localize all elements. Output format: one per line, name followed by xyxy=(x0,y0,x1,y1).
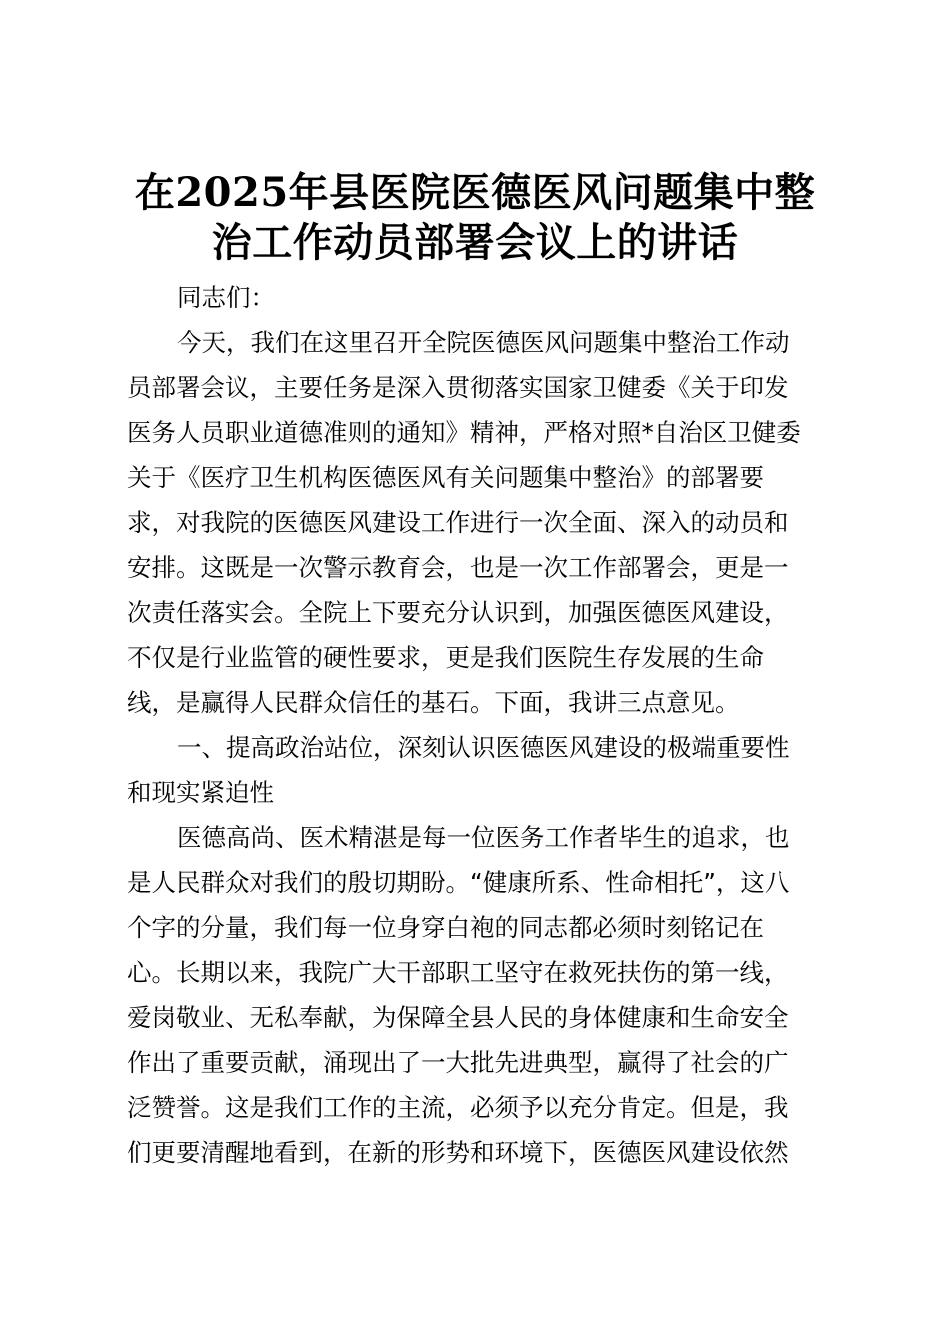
paragraph-2-line-7: 泛赞誉。这是我们工作的主流，必须予以充分肯定。但是，我 xyxy=(127,1093,789,1122)
paragraph-2-line-3: 个字的分量，我们每一位身穿白袍的同志都必须时刻铭记在 xyxy=(127,913,764,942)
section-heading-1-line-2: 和现实紧迫性 xyxy=(127,778,274,807)
paragraph-2-line-1: 医德高尚、医术精湛是每一位医务工作者毕生的追求，也 xyxy=(177,823,790,852)
paragraph-1-line-2: 员部署会议，主要任务是深入贯彻落实国家卫健委《关于印发 xyxy=(127,373,789,402)
paragraph-1-line-3: 医务人员职业道德准则的通知》精神，严格对照*自治区卫健委 xyxy=(127,418,801,447)
title-line-2: 治工作动员部署会议上的讲话 xyxy=(211,219,739,266)
paragraph-2-line-6: 作出了重要贡献，涌现出了一大批先进典型，赢得了社会的广 xyxy=(127,1048,789,1077)
paragraph-1-line-4: 关于《医疗卫生机构医德医风有关问题集中整治》的部署要 xyxy=(127,463,764,492)
paragraph-1-line-5: 求，对我院的医德医风建设工作进行一次全面、深入的动员和 xyxy=(127,508,789,537)
title-line-1: 在2025年县医院医德医风问题集中整 xyxy=(134,169,816,216)
paragraph-1-line-8: 不仅是行业监管的硬性要求，更是我们医院生存发展的生命 xyxy=(127,643,764,672)
paragraph-1-line-1: 今天，我们在这里召开全院医德医风问题集中整治工作动 xyxy=(177,328,790,357)
salutation: 同志们： xyxy=(177,283,275,312)
document-title xyxy=(100,168,850,268)
paragraph-1-line-7: 次责任落实会。全院上下要充分认识到，加强医德医风建设， xyxy=(127,598,789,627)
paragraph-1-line-9: 线，是赢得人民群众信任的基石。下面，我讲三点意见。 xyxy=(127,688,740,717)
paragraph-2-line-5: 爱岗敬业、无私奉献，为保障全县人民的身体健康和生命安全 xyxy=(127,1003,789,1032)
paragraph-2-line-8: 们更要清醒地看到，在新的形势和环境下，医德医风建设依然 xyxy=(127,1138,789,1167)
paragraph-2-line-4: 心。长期以来，我院广大干部职工坚守在救死扶伤的第一线， xyxy=(127,958,789,987)
paragraph-2-line-2: 是人民群众对我们的殷切期盼。“健康所系、性命相托”，这八 xyxy=(127,868,790,897)
paragraph-1-line-6: 安排。这既是一次警示教育会，也是一次工作部署会，更是一 xyxy=(127,553,789,582)
section-heading-1-line-1: 一、提高政治站位，深刻认识医德医风建设的极端重要性 xyxy=(177,733,790,762)
